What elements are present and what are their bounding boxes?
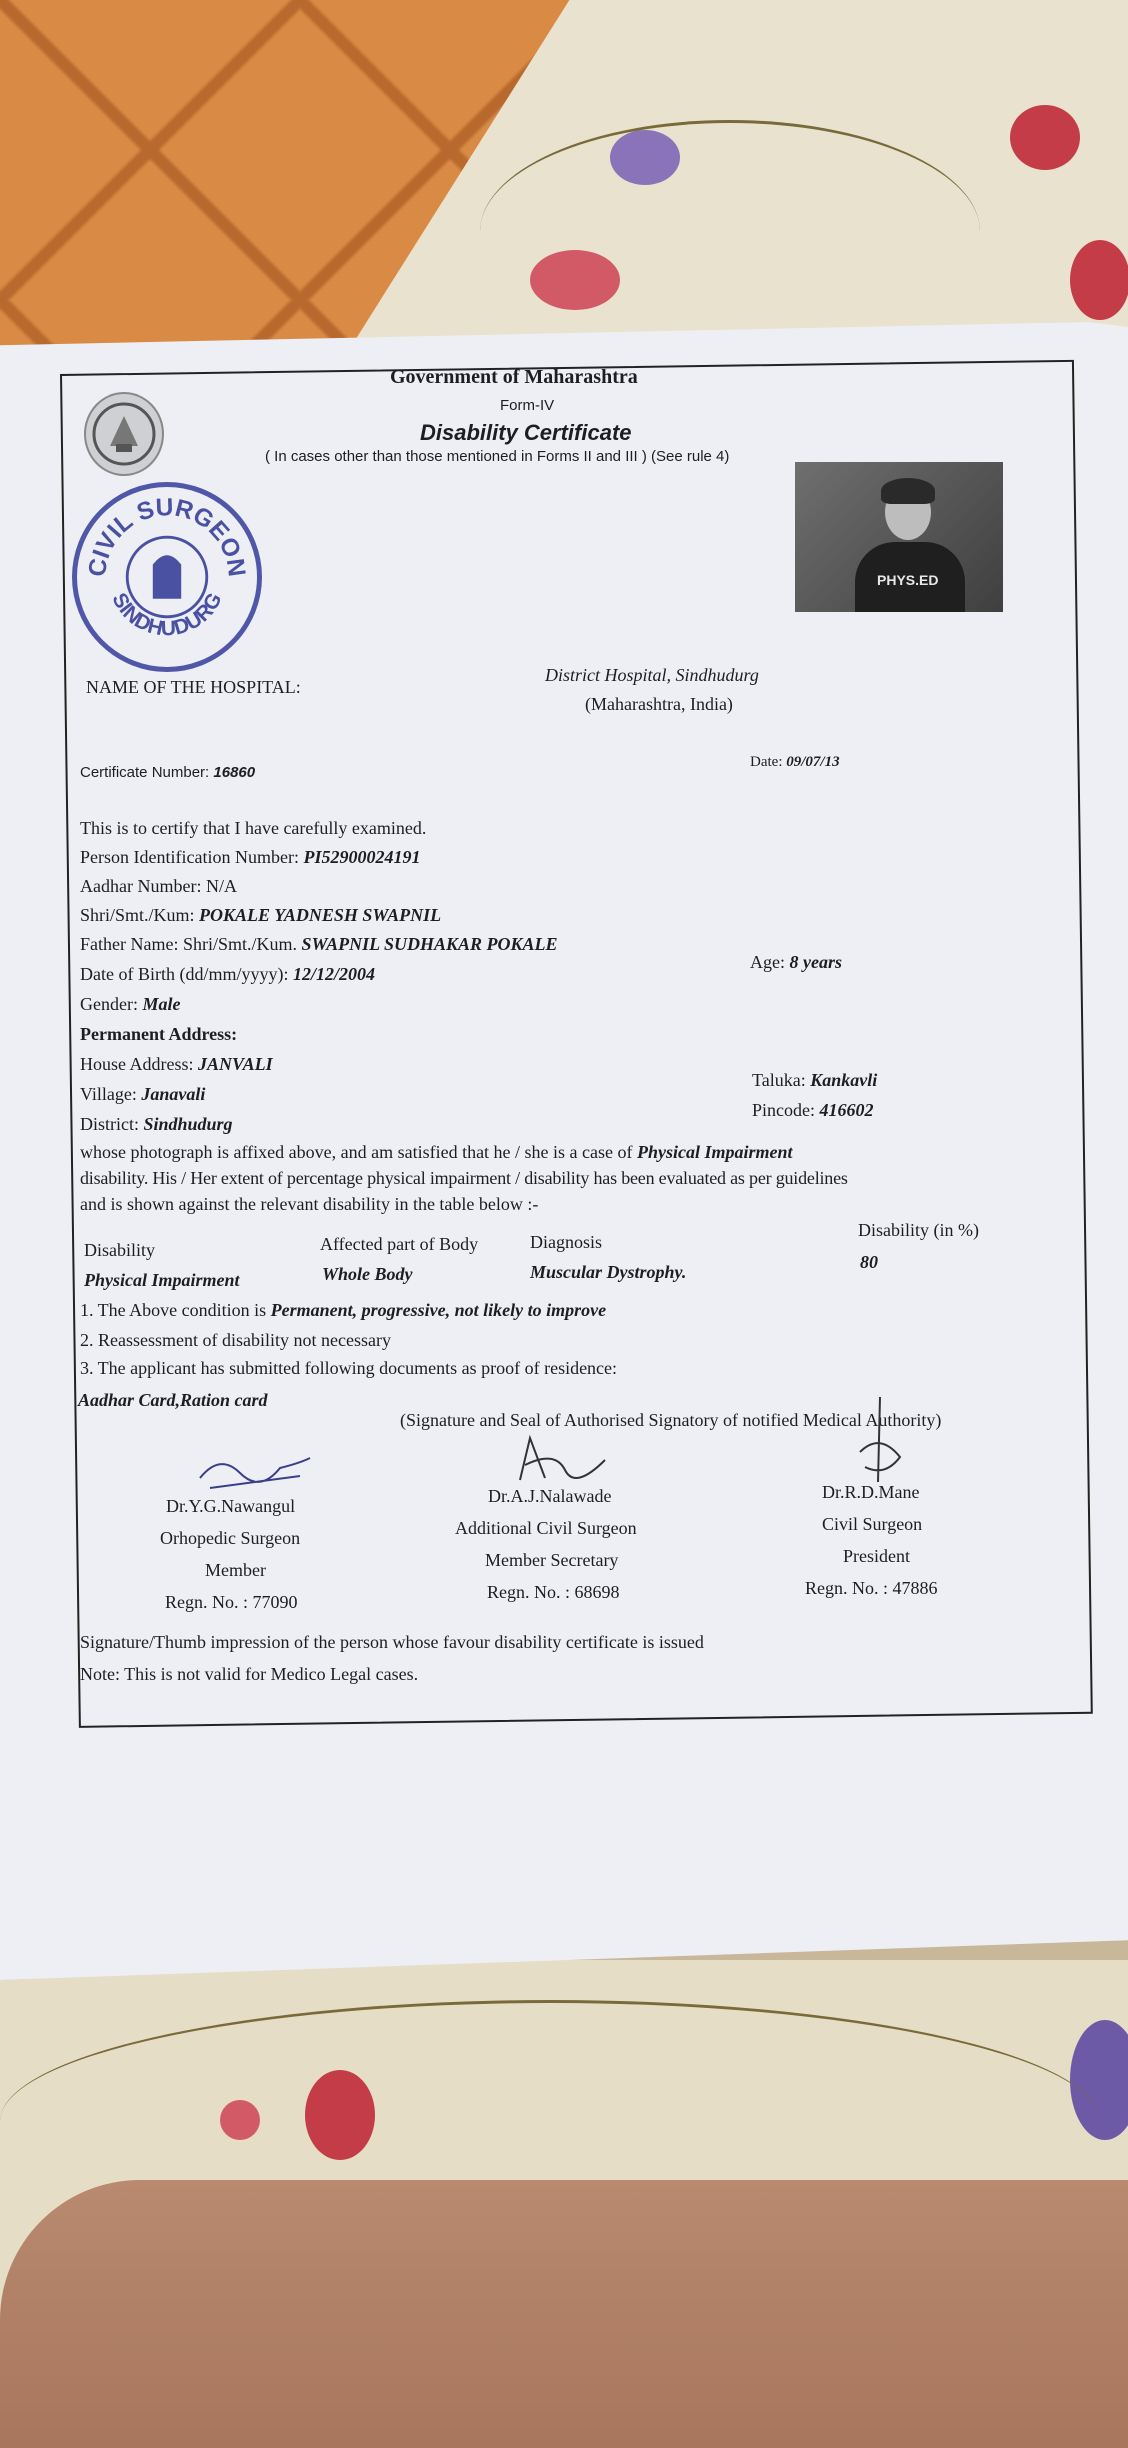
certificate-date-label: Date: — [750, 754, 783, 770]
signatory-3-regn: Regn. No. : 47886 — [805, 1578, 938, 1598]
taluka-label: Taluka: — [752, 1070, 806, 1090]
signatory-2-name: Dr.A.J.Nalawade — [488, 1486, 612, 1506]
form-number: Form-IV — [500, 397, 555, 414]
government-heading: Government of Maharashtra — [390, 366, 638, 388]
note-1-prefix: 1. The Above condition is — [80, 1300, 267, 1320]
dob-row — [80, 964, 375, 985]
certificate-date-row — [750, 754, 840, 771]
hand-foreground — [0, 2180, 1128, 2448]
house-value: JANVALI — [198, 1054, 273, 1074]
note-2: 2. Reassessment of disability not necessary — [80, 1330, 391, 1350]
signatory-3-role: Civil Surgeon — [822, 1514, 923, 1534]
signatory-3-position: President — [843, 1546, 910, 1566]
signatory-2-position: Member Secretary — [485, 1550, 619, 1570]
certificate-date-value: 09/07/13 — [786, 754, 840, 770]
pid-value: PI52900024191 — [303, 847, 421, 867]
table-cell-diagnosis: Muscular Dystrophy. — [530, 1262, 687, 1282]
statement-line-1 — [80, 1142, 793, 1163]
age-row — [750, 952, 842, 973]
gender-label: Gender: — [80, 994, 138, 1014]
signatory-2-role: Additional Civil Surgeon — [455, 1518, 637, 1538]
gender-value: Male — [142, 994, 181, 1014]
stem-decoration — [480, 120, 980, 343]
name-row — [80, 905, 441, 926]
pincode-label: Pincode: — [752, 1100, 815, 1120]
hospital-label: NAME OF THE HOSPITAL: — [86, 677, 301, 697]
signatory-1-regn: Regn. No. : 77090 — [165, 1592, 298, 1612]
hospital-region: (Maharashtra, India) — [585, 694, 733, 714]
signature-caption: (Signature and Seal of Authorised Signatory of notified Medical Authority) — [400, 1410, 942, 1430]
father-label: Father Name: Shri/Smt./Kum. — [80, 934, 297, 954]
dob-value: 12/12/2004 — [292, 964, 375, 984]
pid-row — [80, 847, 420, 868]
statement-prefix: whose photograph is affixed above, and am satisfied that he / she is a case of — [80, 1142, 633, 1162]
table-cell-body-part: Whole Body — [322, 1264, 413, 1284]
signatory-3-name: Dr.R.D.Mane — [822, 1482, 920, 1502]
pincode-value: 416602 — [819, 1100, 874, 1120]
taluka-value: Kankavli — [810, 1070, 878, 1090]
signatory-1-position: Member — [205, 1560, 266, 1580]
pid-label: Person Identification Number: — [80, 847, 299, 867]
district-row — [80, 1114, 233, 1135]
age-label: Age: — [750, 952, 785, 972]
table-header-disability: Disability — [84, 1240, 155, 1260]
statement-case: Physical Impairment — [637, 1142, 793, 1162]
table-cell-percent: 80 — [860, 1252, 878, 1272]
name-label: Shri/Smt./Kum: — [80, 905, 195, 925]
hospital-name: District Hospital, Sindhudurg — [545, 665, 759, 685]
note-1 — [80, 1300, 606, 1321]
note-3: 3. The applicant has submitted following documents as proof of residence: — [80, 1358, 618, 1378]
certificate-number-label: Certificate Number: — [80, 764, 210, 781]
certificate-number-row — [80, 764, 255, 781]
name-value: POKALE YADNESH SWAPNIL — [199, 905, 442, 925]
signatory-2-regn: Regn. No. : 68698 — [487, 1582, 620, 1602]
aadhar-row: Aadhar Number: N/A — [80, 876, 237, 896]
gender-row — [80, 994, 180, 1015]
signature-mane-icon — [840, 1392, 920, 1492]
certificate-title: Disability Certificate — [420, 420, 632, 445]
legal-note: Note: This is not valid for Medico Legal cases. — [80, 1664, 419, 1684]
pincode-row — [752, 1100, 874, 1121]
flower-decoration — [1010, 105, 1080, 170]
village-value: Janavali — [141, 1084, 206, 1104]
note-1-value: Permanent, progressive, not likely to improve — [270, 1300, 607, 1320]
table-header-percent: Disability (in %) — [858, 1220, 979, 1240]
applicant-photo — [795, 462, 1003, 612]
village-row — [80, 1084, 205, 1105]
signature-nawangul-icon — [190, 1448, 320, 1498]
civil-surgeon-seal-icon — [72, 482, 262, 672]
table-header-body-part: Affected part of Body — [320, 1234, 479, 1254]
village-label: Village: — [80, 1084, 137, 1104]
signature-nalawade-icon — [505, 1430, 625, 1490]
signatory-1-role: Orhopedic Surgeon — [160, 1528, 301, 1548]
seal-bottom-text: SINDHUDURG — [107, 589, 227, 641]
certificate-subtitle: ( In cases other than those mentioned in Forms II and III ) (See rule 4) — [265, 448, 730, 465]
photo-shirt-text: PHYS.ED — [877, 572, 939, 588]
table-header-diagnosis: Diagnosis — [530, 1232, 602, 1252]
statement-line-2: disability. His / Her extent of percentage physical impairment / disability has been evaluated as per guidelines — [80, 1168, 848, 1188]
age-value: 8 years — [789, 952, 842, 972]
flower-decoration — [1070, 240, 1128, 320]
father-row — [80, 934, 558, 955]
photo-hair — [881, 478, 935, 504]
house-label: House Address: — [80, 1054, 194, 1074]
certificate-number-value: 16860 — [213, 764, 256, 781]
certify-line: This is to certify that I have carefully examined. — [80, 818, 427, 838]
table-cell-disability: Physical Impairment — [84, 1270, 240, 1290]
district-value: Sindhudurg — [143, 1114, 233, 1134]
address-heading: Permanent Address: — [80, 1024, 238, 1044]
seal-top-text: CIVIL SURGEON — [83, 494, 251, 579]
documents-list: Aadhar Card,Ration card — [78, 1390, 268, 1410]
dob-label: Date of Birth (dd/mm/yyyy): — [80, 964, 289, 984]
district-label: District: — [80, 1114, 139, 1134]
thumb-impression-line: Signature/Thumb impression of the person whose favour disability certificate is issued — [80, 1632, 704, 1652]
house-row — [80, 1054, 273, 1075]
taluka-row — [752, 1070, 877, 1091]
statement-line-3: and is shown against the relevant disability in the table below :- — [80, 1194, 539, 1214]
father-value: SWAPNIL SUDHAKAR POKALE — [301, 934, 558, 954]
maharashtra-emblem-icon — [84, 392, 164, 476]
signatory-1-name: Dr.Y.G.Nawangul — [166, 1496, 296, 1516]
